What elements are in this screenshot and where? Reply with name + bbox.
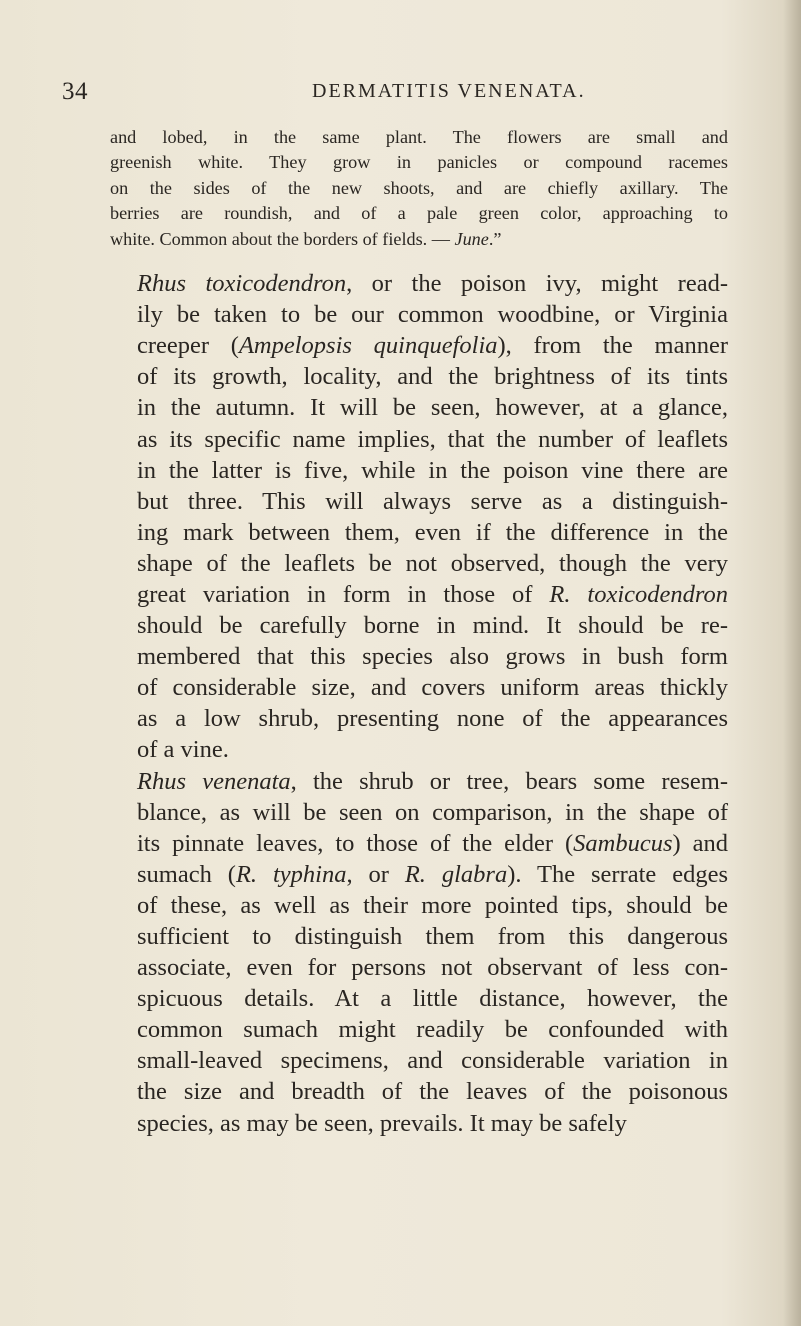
- text-line: membered that this species also grows in bush form: [137, 643, 728, 671]
- text-line: in the autumn. It will be seen, however, at a glance,: [137, 394, 728, 422]
- text-line: [110, 227, 728, 252]
- text-run: ) and: [672, 829, 728, 857]
- text-run: white. Common about the borders of fields. —: [110, 228, 455, 249]
- page-header: [0, 78, 801, 108]
- text-line: species, as may be seen, prevails. It may be safely: [137, 1109, 627, 1137]
- text-line: sufficient to distinguish them from this dangerous: [137, 923, 728, 950]
- text-line: [110, 268, 728, 299]
- text-run: .”: [488, 228, 502, 249]
- text-line: small-leaved specimens, and considerable variation in: [137, 1047, 728, 1075]
- species-name: R. typhina: [235, 860, 347, 888]
- paragraph-rhus-venenata: [110, 766, 728, 1139]
- text-line: [110, 859, 728, 890]
- text-line: as its specific name implies, that the number of leaflets: [137, 425, 728, 453]
- text-line: but three. This will always serve as a distinguish-: [137, 487, 728, 515]
- text-line: [110, 330, 728, 361]
- text-line: as a low shrub, presenting none of the appearances: [137, 705, 728, 733]
- species-name: Rhus toxicodendron: [137, 270, 347, 298]
- page-edge-shadow: [783, 0, 801, 1326]
- text-line: of considerable size, and covers uniform areas thickly: [137, 674, 728, 702]
- text-line: of a vine.: [137, 736, 229, 764]
- body-text: [110, 125, 728, 1139]
- text-line: ily be taken to be our common woodbine, or Virginia: [137, 301, 728, 329]
- species-name: Ampelopsis quinquefolia: [238, 332, 498, 360]
- species-name: R. glabra: [404, 860, 508, 888]
- text-line: should be carefully borne in mind. It should be re-: [137, 612, 728, 640]
- text-run: its pinnate leaves, to those of the elder (: [137, 829, 574, 857]
- text-line: in the latter is five, while in the poison vine there are: [137, 456, 728, 484]
- text-line: of its growth, locality, and the brightness of its tints: [137, 363, 728, 391]
- text-line: spicuous details. At a little distance, however, the: [137, 985, 728, 1013]
- text-line: [110, 579, 728, 610]
- italic-run: June: [454, 228, 489, 249]
- text-run: sumach (: [137, 860, 236, 888]
- text-run: , or the poison ivy, might read-: [346, 270, 728, 298]
- text-line: and lobed, in the same plant. The flowers are small and: [110, 127, 728, 147]
- text-line: common sumach might readily be confounded with: [137, 1016, 728, 1044]
- text-run: ), from the manner: [497, 332, 728, 360]
- text-line: associate, even for persons not observant of less con-: [137, 954, 728, 982]
- species-name: R. toxicodendron: [549, 580, 729, 608]
- species-name: Rhus venenata: [137, 767, 291, 795]
- text-run: , the shrub or tree, bears some resem-: [290, 767, 728, 795]
- quoted-description: [110, 125, 728, 252]
- text-line: blance, as will be seen on comparison, in the shape of: [137, 798, 728, 826]
- page-number: 34: [62, 78, 88, 105]
- text-line: [110, 766, 728, 797]
- text-line: shape of the leaflets be not observed, though the very: [137, 549, 728, 577]
- text-run: , or: [346, 860, 405, 888]
- paragraph-rhus-toxicodendron: [110, 268, 728, 766]
- text-line: on the sides of the new shoots, and are chiefly axillary. The: [110, 177, 728, 198]
- text-run: ). The serrate edges: [507, 860, 728, 888]
- text-line: ing mark between them, even if the difference in the: [137, 518, 728, 546]
- text-line: of these, as well as their more pointed tips, should be: [137, 891, 728, 919]
- running-head: DERMATITIS VENENATA.: [312, 80, 586, 102]
- text-line: greenish white. They grow in panicles or compound racemes: [110, 152, 728, 173]
- species-name: Sambucus: [573, 829, 673, 857]
- text-run: creeper (: [137, 332, 239, 360]
- text-run: great variation in form in those of: [137, 580, 550, 608]
- text-line: [110, 828, 728, 859]
- text-line: the size and breadth of the leaves of the poisonous: [137, 1078, 728, 1106]
- text-line: berries are roundish, and of a pale green color, approaching to: [110, 203, 728, 224]
